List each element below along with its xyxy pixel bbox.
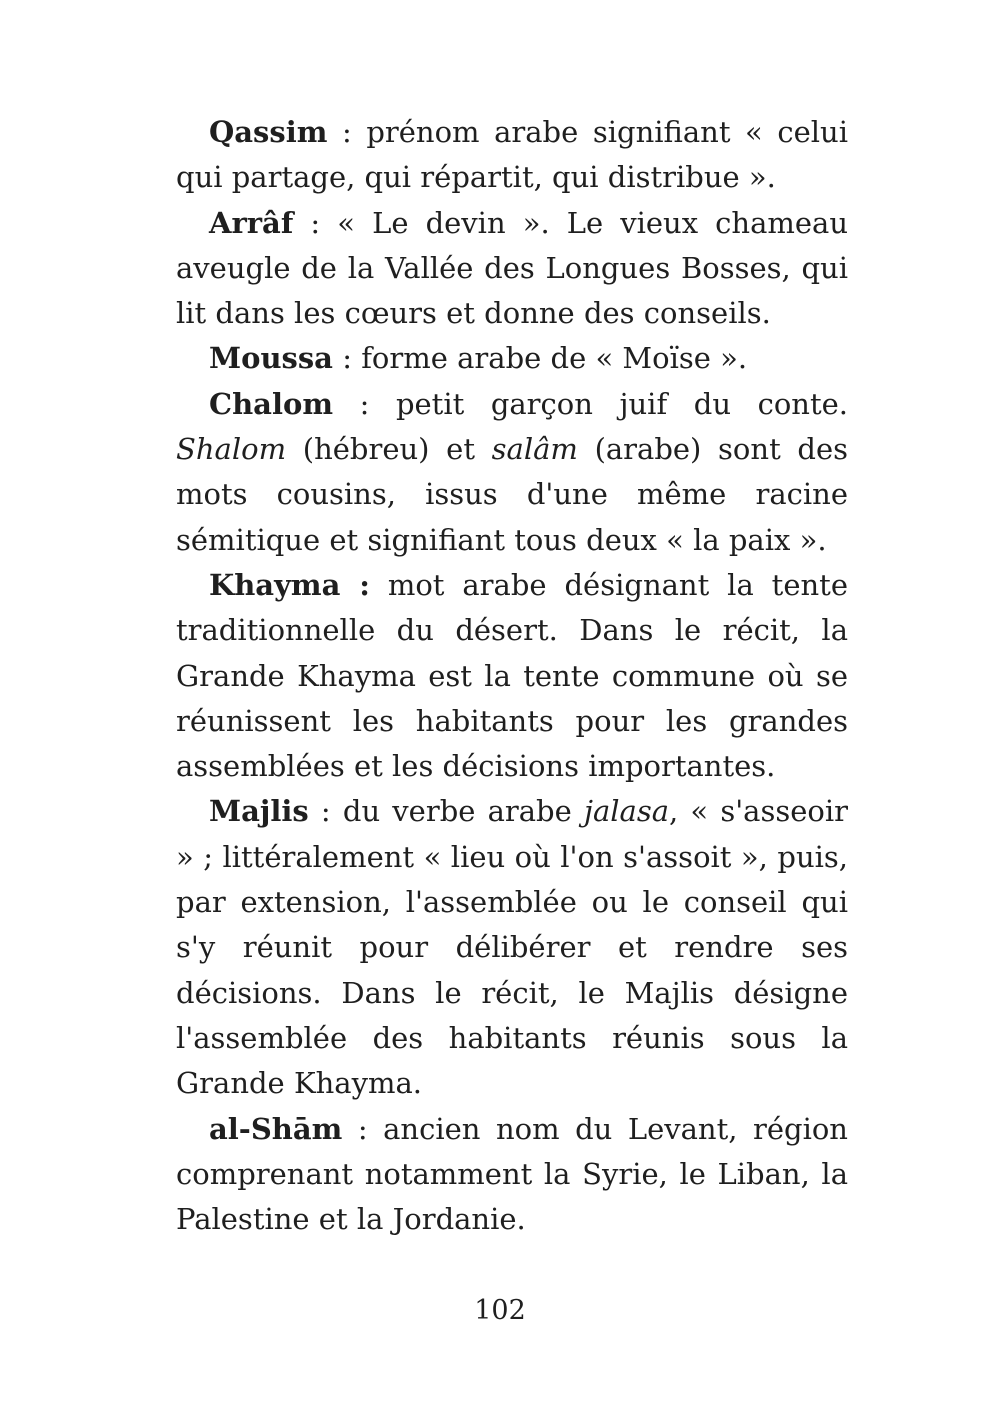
glossary-term: Moussa <box>209 341 333 376</box>
glossary-term: Majlis <box>209 794 309 829</box>
glossary-italic-word: jalasa <box>583 794 669 829</box>
glossary-term: Qassim <box>209 115 328 149</box>
glossary-definition: : « Le devin ». Le vieux chameau aveugle de la Vallée des Longues Bosses, qui lit dans les cœurs et donne des conseils. <box>176 205 848 331</box>
glossary-italic-word: Shalom <box>176 432 287 467</box>
glossary-definition: : forme arabe de « Moïse ». <box>332 341 748 376</box>
glossary-definition: , « s'asseoir » ; littéralement « lieu où l'on s'assoit », puis, par extension, l'assemblée ou le conseil qui s'y réunit pour délibérer et rendre ses décisions. Dans le récit, le Majlis désigne l'assemblée des habitants réunis sous la Grande Khayma. <box>176 794 848 1101</box>
glossary-term: Khayma : <box>209 567 370 602</box>
glossary-definition: : ancien nom du Levant, région comprenant notamment la Syrie, le Liban, la Palestine et la Jordanie. <box>176 1111 848 1237</box>
glossary-entry-qassim <box>176 110 848 201</box>
glossary-text <box>176 110 848 1242</box>
glossary-entry-arraf <box>176 201 848 337</box>
glossary-entry-majlis <box>176 789 848 1106</box>
glossary-definition: mot arabe désignant la tente traditionnelle du désert. Dans le récit, la Grande Khayma est la tente commune où se réunissent les habitants pour les grandes assemblées et les décisions importantes. <box>176 567 848 784</box>
glossary-definition: : du verbe arabe <box>308 794 584 829</box>
glossary-definition: (arabe) sont des mots cousins, issus d'une même racine sémitique et signifiant tous deux « la paix ». <box>176 432 848 557</box>
glossary-entry-moussa <box>176 336 848 381</box>
glossary-entry-al-sham <box>176 1107 848 1243</box>
page-number: 102 <box>474 1295 526 1326</box>
glossary-entry-chalom <box>176 382 848 563</box>
glossary-definition: : petit garçon juif du conte. <box>333 386 848 421</box>
glossary-term: al-Shām <box>209 1111 343 1146</box>
glossary-entry-khayma <box>176 563 848 789</box>
glossary-definition: (hébreu) et <box>286 432 492 467</box>
glossary-term: Arrâf <box>209 205 294 240</box>
glossary-definition: : prénom arabe signifiant « celui qui partage, qui répartit, qui distribue ». <box>176 115 848 195</box>
glossary-italic-word: salâm <box>491 432 578 467</box>
glossary-term: Chalom <box>209 386 334 421</box>
